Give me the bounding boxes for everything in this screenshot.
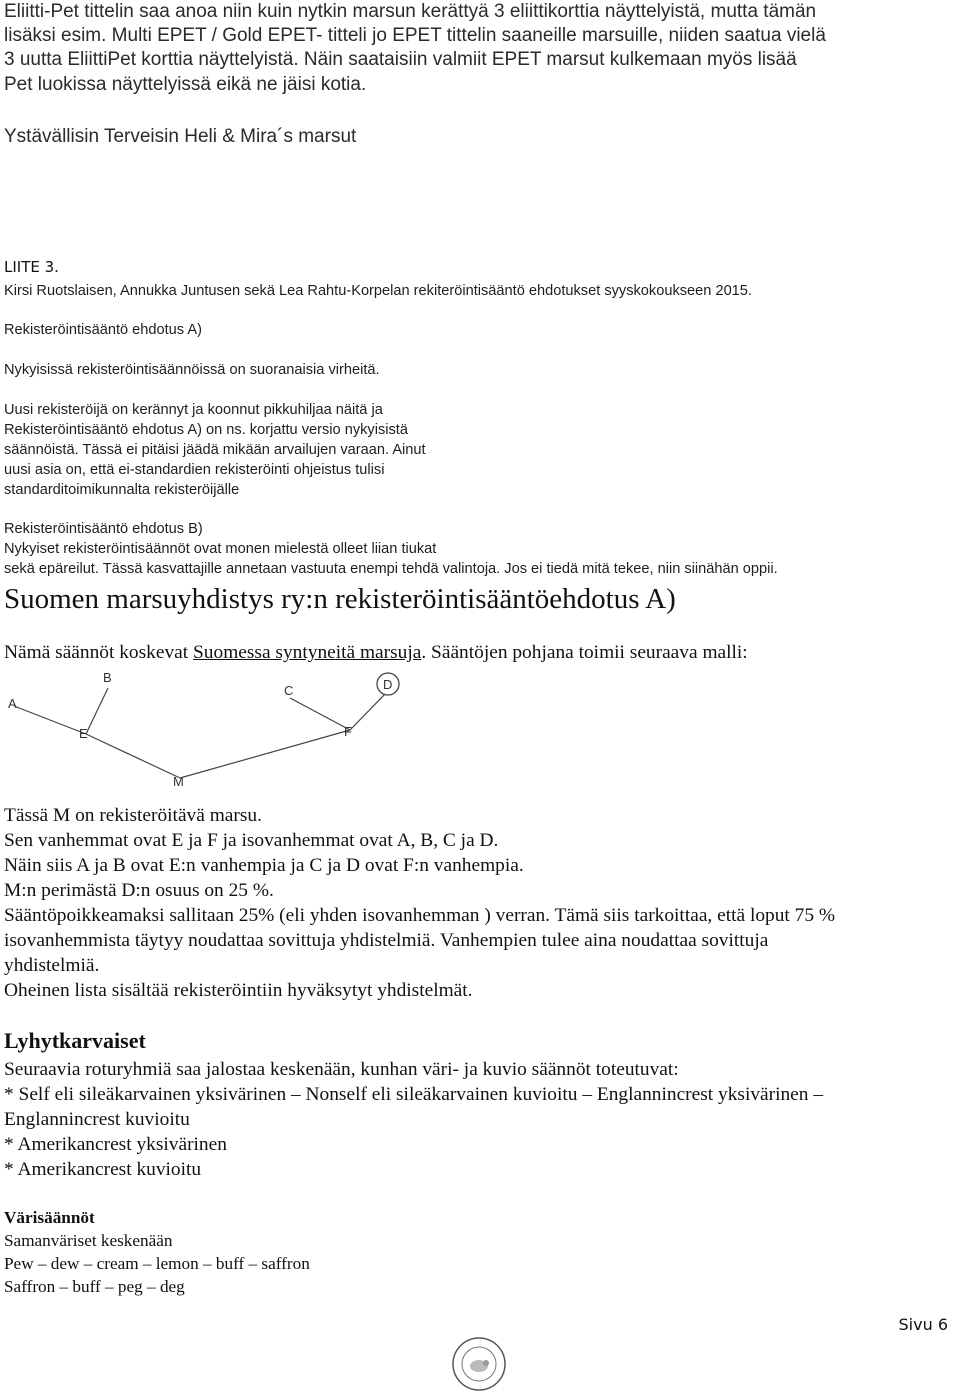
line-d-f xyxy=(350,694,385,730)
line-b-e xyxy=(86,688,108,734)
node-e: E xyxy=(79,726,88,741)
intro-line-1: Eliitti-Pet tittelin saa anoa niin kuin nytkin marsun kerättyä 3 eliittikorttia näyttelyistä, mutta tämän xyxy=(4,1,817,22)
node-c: C xyxy=(284,683,294,698)
explanation-line-5: Sääntöpoikkeamaksi sallitaan 25% (eli yhden isovanhemman ) verran. Tämä siis tarkoittaa, että loput 75 % xyxy=(4,905,836,926)
rules-line-before: Nämä säännöt koskevat xyxy=(4,642,194,663)
explanation-line-4: M:n perimästä D:n osuus on 25 %. xyxy=(4,880,274,901)
proposal-a-body-4: uusi asia on, että ei-standardien rekisteröinti ohjeistus tulisi xyxy=(4,462,385,478)
appendix-subtitle: Kirsi Ruotslaisen, Annukka Juntusen sekä Lea Rahtu-Korpelan rekiteröintisääntö ehdotukset syyskokoukseen 2015. xyxy=(4,283,752,299)
intro-line-4: Pet luokissa näyttelyissä eikä ne jäisi kotia. xyxy=(4,74,367,95)
node-f: F xyxy=(344,724,352,739)
line-m-f xyxy=(180,730,350,778)
line-e-m xyxy=(86,734,180,778)
greeting: Ystävällisin Terveisin Heli & Mira´s marsut xyxy=(4,126,357,147)
line-a-e xyxy=(14,706,86,734)
proposal-a-body-2: Rekisteröintisääntö ehdotus A) on ns. korjattu versio nykyisistä xyxy=(4,422,408,438)
short-hair-item-4: * Amerikancrest kuvioitu xyxy=(4,1159,202,1180)
explanation-line-7: yhdistelmiä. xyxy=(4,955,100,976)
line-c-f xyxy=(290,698,350,730)
proposal-b-body-2: sekä epäreilut. Tässä kasvattajille annetaan vastuuta enempi tehdä valintoja. Jos ei tiedä mitä tekee, niin siinähän oppii. xyxy=(4,561,778,577)
node-m: M xyxy=(173,774,184,789)
short-hair-item-2: Englannincrest kuvioitu xyxy=(4,1109,190,1130)
short-hair-item-1: * Self eli sileäkarvainen yksivärinen – Nonself eli sileäkarvainen kuvioitu – Englannincrest yksivärinen – xyxy=(4,1084,824,1105)
association-seal xyxy=(448,1336,510,1392)
color-rules-line-3: Saffron – buff – peg – deg xyxy=(4,1277,185,1296)
proposal-b-body-1: Nykyiset rekisteröintisäännöt ovat monen mielestä olleet liian tiukat xyxy=(4,541,437,557)
pedigree-lines xyxy=(14,688,385,778)
rules-line-after: . Sääntöjen pohjana toimii seuraava malli: xyxy=(421,642,748,663)
short-hair-heading: Lyhytkarvaiset xyxy=(4,1028,146,1053)
appendix-title: LIITE 3. xyxy=(4,258,59,276)
proposal-a-body-1: Uusi rekisteröijä on kerännyt ja koonnut pikkuhiljaa näitä ja xyxy=(4,402,383,418)
node-b: B xyxy=(103,670,112,685)
proposal-a-line1: Nykyisissä rekisteröintisäännöissä on suoranaisia virheitä. xyxy=(4,362,380,378)
short-hair-item-3: * Amerikancrest yksivärinen xyxy=(4,1134,227,1155)
explanation-line-6: isovanhemmista täytyy noudattaa sovittuja yhdistelmiä. Vanhempien tulee aina noudattaa sovittuja xyxy=(4,930,769,951)
explanation-line-1: Tässä M on rekisteröitävä marsu. xyxy=(4,805,262,826)
page-number: Sivu 6 xyxy=(898,1315,948,1334)
short-hair-intro: Seuraavia roturyhmiä saa jalostaa keskenään, kunhan väri- ja kuvio säännöt toteutuvat: xyxy=(4,1059,679,1080)
rules-line-link[interactable]: Suomessa syntyneitä marsuja xyxy=(193,642,422,663)
proposal-a-body-5: standarditoimikunnalta rekisteröijälle xyxy=(4,482,240,498)
proposal-a-body-3: säännöistä. Tässä ei pitäisi jäädä mikään arvailujen varaan. Ainut xyxy=(4,442,426,458)
explanation-line-8: Oheinen lista sisältää rekisteröintiin hyväksytyt yhdistelmät. xyxy=(4,980,473,1001)
proposal-a-title: Rekisteröintisääntö ehdotus A) xyxy=(4,322,202,338)
intro-line-3: 3 uutta EliittiPet korttia näyttelyistä. Näin saataisiin valmiit EPET marsut kulkemaan myös lisää xyxy=(4,49,797,70)
pedigree-diagram xyxy=(0,662,430,792)
color-rules-heading: Värisäännöt xyxy=(4,1208,95,1227)
node-a: A xyxy=(8,696,17,711)
explanation-line-3: Näin siis A ja B ovat E:n vanhempia ja C ja D ovat F:n vanhempia. xyxy=(4,855,524,876)
proposal-b-title: Rekisteröintisääntö ehdotus B) xyxy=(4,521,203,537)
explanation-line-2: Sen vanhemmat ovat E ja F ja isovanhemmat ovat A, B, C ja D. xyxy=(4,830,499,851)
color-rules-line-2: Pew – dew – cream – lemon – buff – saffron xyxy=(4,1254,310,1273)
color-rules-line-1: Samanväriset keskenään xyxy=(4,1231,173,1250)
node-d: D xyxy=(383,677,393,692)
intro-line-2: lisäksi esim. Multi EPET / Gold EPET- titteli jo EPET tittelin saaneille marsuille, niiden saatua vielä xyxy=(4,25,826,46)
main-heading: Suomen marsuyhdistys ry:n rekisteröintisääntöehdotus A) xyxy=(4,583,676,615)
